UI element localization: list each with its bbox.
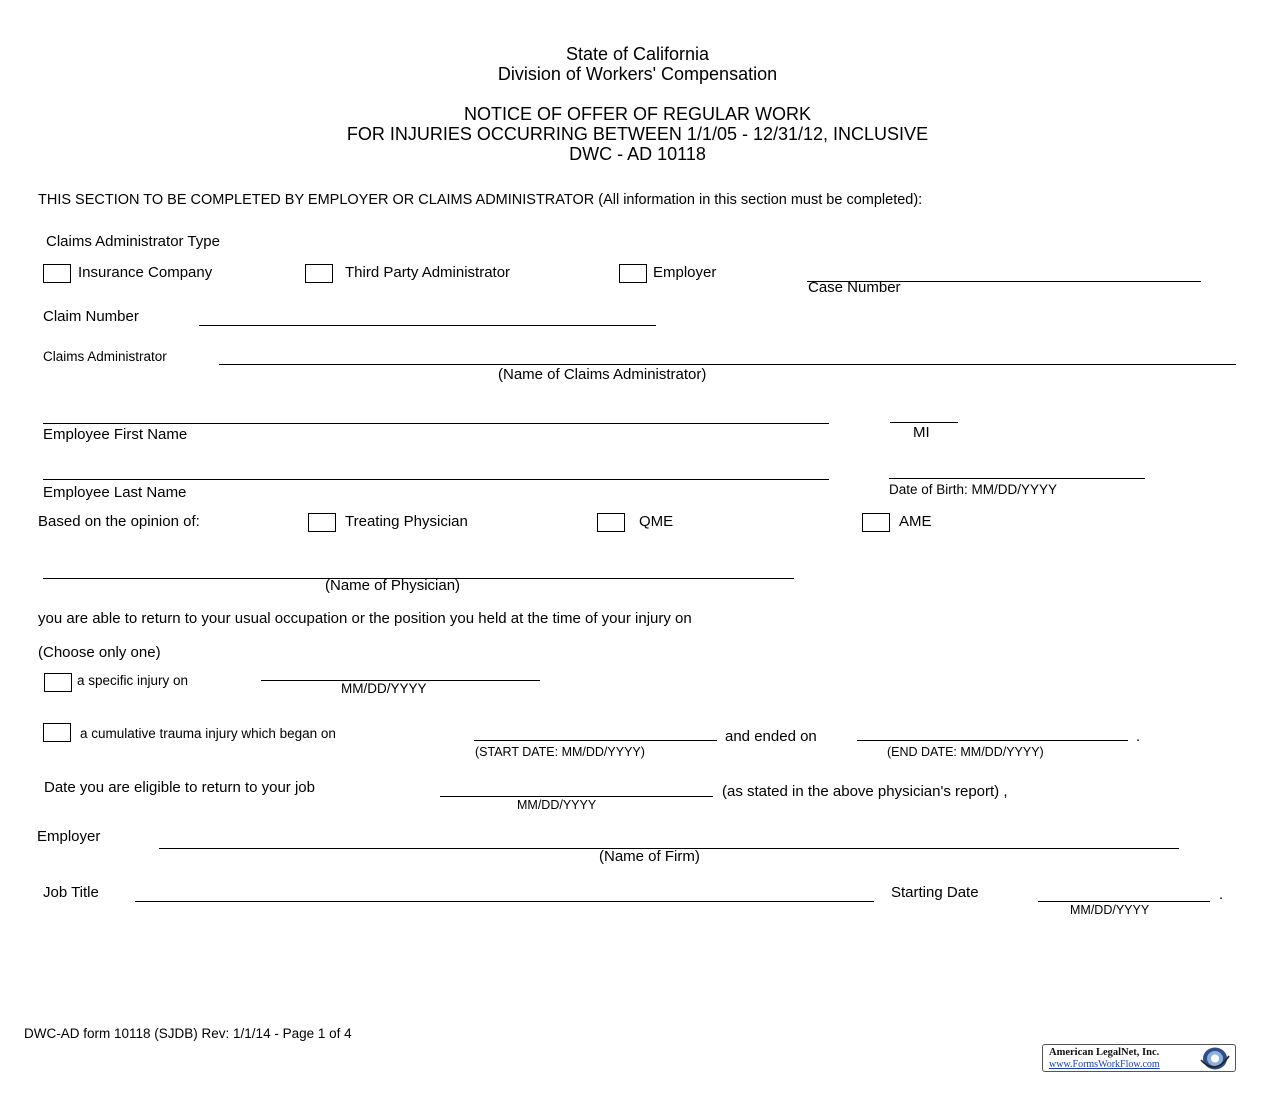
form-revision-footer: DWC-AD form 10118 (SJDB) Rev: 1/1/14 - Page 1 of 4 <box>24 1026 352 1041</box>
starting-date-field[interactable] <box>1038 901 1210 902</box>
treating-physician-checkbox[interactable] <box>308 513 336 532</box>
return-statement: you are able to return to your usual occupation or the position you held at the time of your injury on <box>38 610 692 627</box>
specific-injury-label: a specific injury on <box>77 673 189 688</box>
eligible-date-suffix: (as stated in the above physician's report) , <box>722 783 1008 800</box>
section-instruction: THIS SECTION TO BE COMPLETED BY EMPLOYER OR CLAIMS ADMINISTRATOR (All information in this section must be completed): <box>38 192 923 208</box>
employer-label: Employer <box>37 828 101 845</box>
date-of-birth-label: Date of Birth: MM/DD/YYYY <box>889 482 1058 497</box>
treating-physician-label: Treating Physician <box>345 513 468 530</box>
start-date-field[interactable] <box>474 740 717 741</box>
case-number-label: Case Number <box>808 279 901 296</box>
employer-type-checkbox[interactable] <box>619 264 647 283</box>
end-date-field[interactable] <box>857 740 1128 741</box>
state-heading: State of California <box>565 44 710 64</box>
cumulative-trauma-checkbox[interactable] <box>43 723 71 742</box>
logo-company-name: American LegalNet, Inc. <box>1049 1047 1160 1058</box>
eligible-date-label: Date you are eligible to return to your job <box>44 779 315 796</box>
qme-checkbox[interactable] <box>597 513 625 532</box>
employee-last-name-label: Employee Last Name <box>43 484 187 501</box>
specific-injury-checkbox[interactable] <box>44 673 72 692</box>
employer-type-label: Employer <box>653 264 717 281</box>
job-title-field[interactable] <box>135 901 874 902</box>
ame-checkbox[interactable] <box>862 513 890 532</box>
eligible-date-caption: MM/DD/YYYY <box>517 798 597 812</box>
starting-date-label: Starting Date <box>891 884 979 901</box>
claims-administrator-field[interactable] <box>219 364 1236 365</box>
starting-date-period: . <box>1219 886 1224 903</box>
insurance-company-checkbox[interactable] <box>43 264 71 283</box>
third-party-admin-label: Third Party Administrator <box>345 264 511 281</box>
form-title-line2: FOR INJURIES OCCURRING BETWEEN 1/1/05 - 12/31/12, INCLUSIVE <box>346 124 929 144</box>
admin-type-label: Claims Administrator Type <box>46 233 220 250</box>
cumulative-period: . <box>1136 728 1141 745</box>
division-heading: Division of Workers' Compensation <box>497 64 778 84</box>
mi-label: MI <box>913 424 930 441</box>
physician-name-caption: (Name of Physician) <box>325 577 461 594</box>
specific-injury-date-caption: MM/DD/YYYY <box>341 681 427 696</box>
form-title-line1: NOTICE OF OFFER OF REGULAR WORK <box>463 104 811 124</box>
globe-icon <box>1197 1046 1231 1071</box>
qme-label: QME <box>639 513 674 530</box>
employer-caption: (Name of Firm) <box>599 848 700 865</box>
start-date-caption: (START DATE: MM/DD/YYYY) <box>475 745 645 759</box>
claim-number-field[interactable] <box>199 325 656 326</box>
employee-first-name-label: Employee First Name <box>43 426 188 443</box>
and-ended-on-label: and ended on <box>725 728 817 745</box>
claim-number-label: Claim Number <box>43 308 139 325</box>
cumulative-trauma-label: a cumulative trauma injury which began on <box>80 726 336 741</box>
claims-administrator-label: Claims Administrator <box>43 349 167 364</box>
form-number: DWC - AD 10118 <box>569 144 706 164</box>
logo-url-link[interactable]: www.FormsWorkFlow.com <box>1049 1059 1160 1070</box>
date-of-birth-field[interactable] <box>889 478 1145 479</box>
insurance-company-label: Insurance Company <box>78 264 213 281</box>
american-legalnet-logo[interactable] <box>1042 1044 1236 1072</box>
choose-one-instruction: (Choose only one) <box>38 644 161 661</box>
ame-label: AME <box>899 513 932 530</box>
employee-first-name-field[interactable] <box>43 423 829 424</box>
starting-date-caption: MM/DD/YYYY <box>1070 903 1150 917</box>
opinion-label: Based on the opinion of: <box>38 513 200 530</box>
employee-last-name-field[interactable] <box>43 479 829 480</box>
job-title-label: Job Title <box>43 884 99 901</box>
eligible-date-field[interactable] <box>440 796 713 797</box>
claims-administrator-caption: (Name of Claims Administrator) <box>498 366 707 383</box>
third-party-admin-checkbox[interactable] <box>305 264 333 283</box>
mi-field[interactable] <box>890 422 958 423</box>
end-date-caption: (END DATE: MM/DD/YYYY) <box>887 745 1044 759</box>
